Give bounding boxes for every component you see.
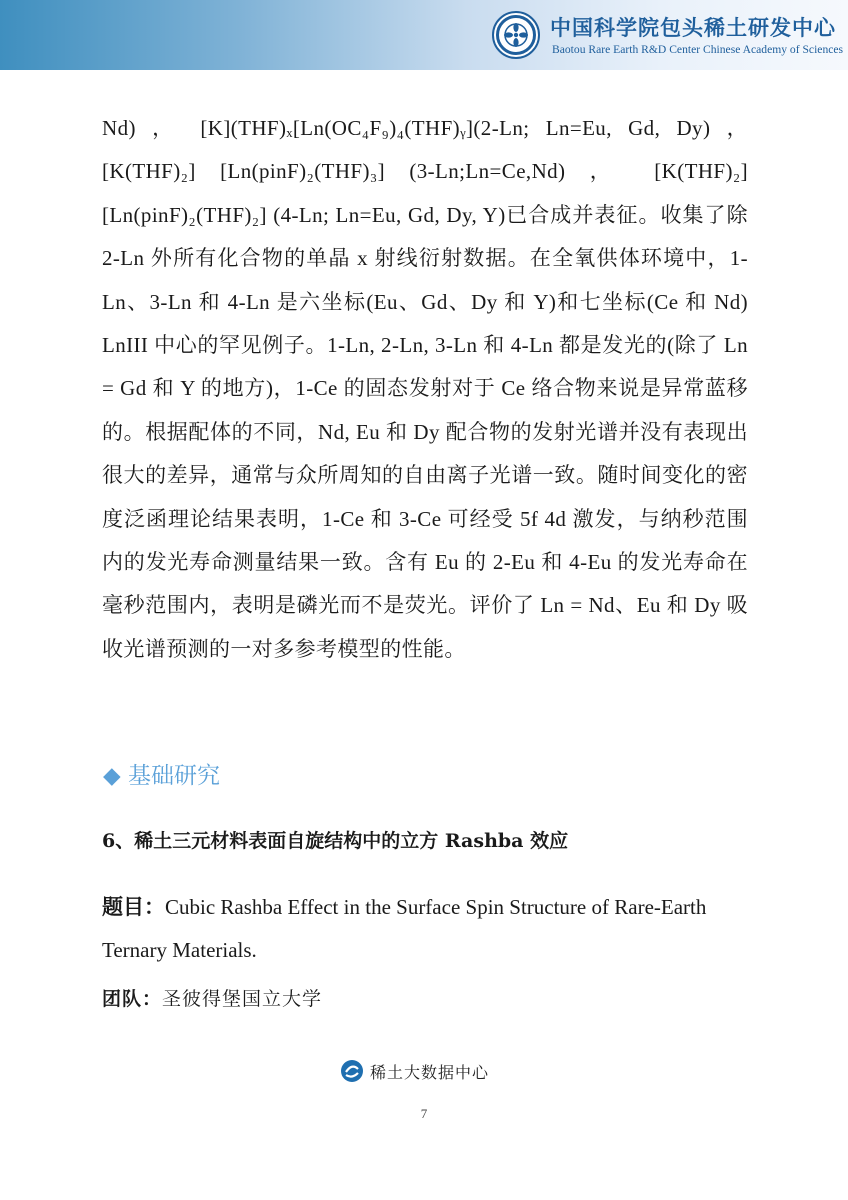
item-title: 6、稀土三元材料表面自旋结构中的立方 Rashba 效应 [102, 830, 569, 852]
footer-text: 稀土大数据中心 [370, 1063, 490, 1082]
section-title: ◆ 基础研究 [103, 763, 220, 789]
rare-earth-data-logo-icon [340, 1059, 364, 1083]
cas-logo-icon [492, 11, 540, 59]
page-header [0, 0, 848, 70]
organization-name-en: Baotou Rare Earth R&D Center Chinese Academy of Sciences [552, 43, 844, 56]
topic-line [102, 886, 752, 972]
organization-name-cn: 中国科学院包头稀土研发中心 [550, 15, 836, 40]
team-line [102, 984, 322, 1011]
topic-label: 题目： [102, 895, 165, 919]
team-value: 圣彼得堡国立大学 [162, 988, 323, 1010]
page-footer [340, 1059, 540, 1083]
page-number: 7 [420, 1106, 428, 1121]
body-text [102, 107, 748, 671]
body-paragraph: Nd) ， [K](THF)ₓ[Ln(OC₄F₉)₄(THF)ᵧ](2-Ln; Ln=Eu, Gd, Dy) ， [K(THF)₂] [Ln(pinF)₂(THF)₃] (3-Ln;Ln=Ce,Nd) ， [K(THF)₂] [Ln(pinF)₂(THF)₂] (4-Ln; Ln=Eu, Gd, Dy, Y)已合成并表征。收集了除 2-Ln 外所有化合物的单晶 x 射线衍射数据。在全氧供体环境中，1-Ln、3-Ln 和 4-Ln 是六坐标(Eu、Gd、Dy 和 Y)和七坐标(Ce 和 Nd) LnIII 中心的罕见例子。1-Ln, 2-Ln, 3-Ln 和 4-Ln 都是发光的(除了 Ln = Gd 和 Y 的地方)，1-Ce 的固态发射对于 Ce 络合物来说是异常蓝移的。根据配体的不同，Nd, Eu 和 Dy 配合物的发射光谱并没有表现出很大的差异，通常与众所周知的自由离子光谱一致。随时间变化的密度泛函理论结果表明，1-Ce 和 3-Ce 可经受 5f 4d 激发，与纳秒范围内的发光寿命测量结果一致。含有 Eu 的 2-Eu 和 4-Eu 的发光寿命在毫秒范围内，表明是磷光而不是荧光。评价了 Ln = Nd、Eu 和 Dy 吸收光谱预测的一对多参考模型的性能。 [102, 116, 748, 661]
team-label: 团队： [102, 988, 163, 1010]
topic-value: Cubic Rashba Effect in the Surface Spin Structure of Rare-Earth Ternary Materials. [102, 895, 707, 962]
